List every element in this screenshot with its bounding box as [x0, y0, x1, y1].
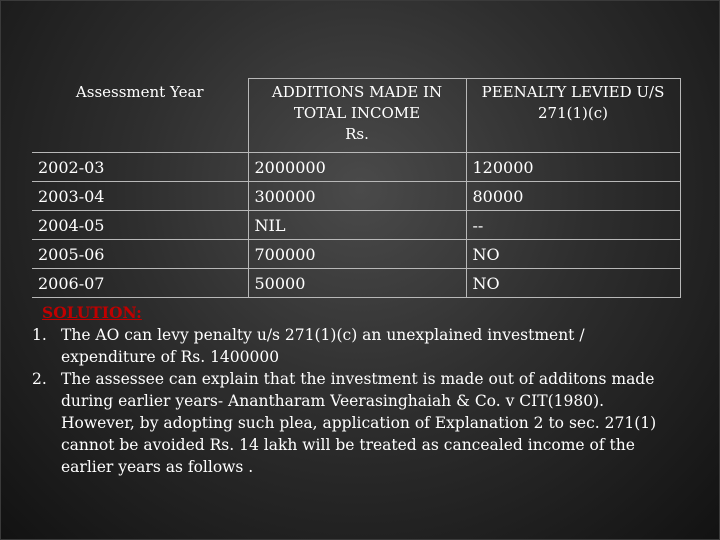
table-row	[32, 182, 680, 211]
list-item-number: 2.	[32, 370, 47, 388]
cell-penalty: 80000	[466, 182, 680, 211]
cell-penalty: --	[466, 211, 680, 240]
list-item-text: The assessee can explain that the investment is made out of additons made during earlier years- Anantharam Veerasinghaiah & Co. v CIT(1980). However, by adopting such plea, application of Explanation 2 to sec. 271(1) cannot be avoided Rs. 14 lakh will be treated as cancealed income of the earlier years as follows .	[61, 370, 657, 476]
assessment-table	[32, 78, 681, 298]
cell-penalty: 120000	[466, 153, 680, 182]
cell-additions: 700000	[248, 240, 466, 269]
cell-additions: 300000	[248, 182, 466, 211]
cell-additions: NIL	[248, 211, 466, 240]
solution-heading: SOLUTION:	[42, 303, 142, 322]
cell-year: 2005-06	[32, 240, 248, 269]
table-row	[32, 269, 680, 298]
header-assessment-year: Assessment Year	[32, 79, 248, 153]
table-row	[32, 211, 680, 240]
cell-year: 2006-07	[32, 269, 248, 298]
assessment-table-container	[32, 78, 680, 298]
list-item	[32, 368, 672, 478]
header-penalty: PEENALTY LEVIED U/S 271(1)(c)	[466, 79, 680, 153]
cell-additions: 2000000	[248, 153, 466, 182]
cell-additions: 50000	[248, 269, 466, 298]
list-item-number: 1.	[32, 326, 47, 344]
cell-year: 2002-03	[32, 153, 248, 182]
cell-year: 2003-04	[32, 182, 248, 211]
table-row	[32, 153, 680, 182]
list-item	[32, 324, 672, 368]
table-header-row	[32, 79, 680, 153]
table-row	[32, 240, 680, 269]
cell-penalty: NO	[466, 269, 680, 298]
list-item-text: The AO can levy penalty u/s 271(1)(c) an unexplained investment / expenditure of Rs. 1400000	[61, 326, 585, 366]
solution-list	[32, 324, 672, 478]
cell-year: 2004-05	[32, 211, 248, 240]
header-additions: ADDITIONS MADE IN TOTAL INCOME Rs.	[248, 79, 466, 153]
solution-section	[32, 302, 672, 478]
cell-penalty: NO	[466, 240, 680, 269]
